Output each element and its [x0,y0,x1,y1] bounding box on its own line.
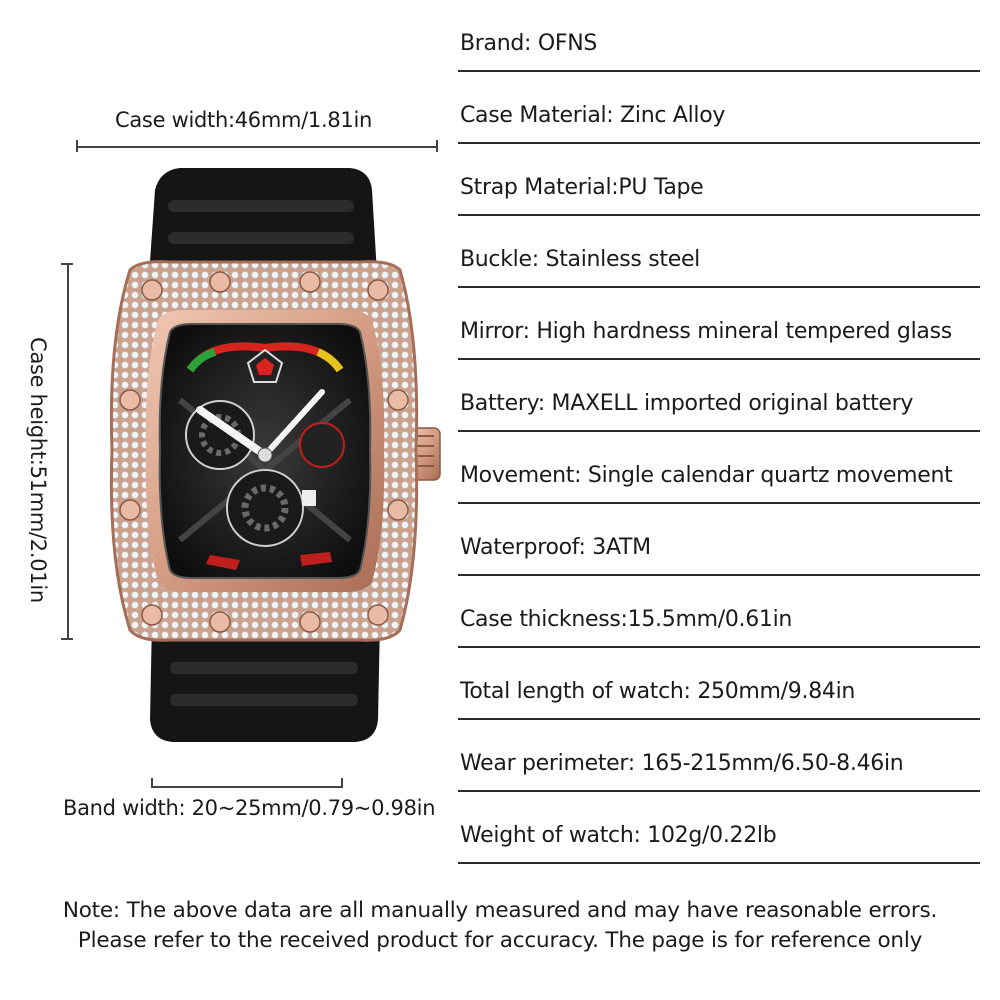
spec-text: Strap Material:PU Tape [460,175,704,200]
spec-text: Case Material: Zinc Alloy [460,103,726,128]
spec-row [458,72,980,144]
case-width-label: Case width:46mm/1.81in [115,108,373,132]
spec-text: Brand: OFNS [460,31,598,56]
spec-row [458,432,980,504]
spec-text: Wear perimeter: 165-215mm/6.50-8.46in [460,751,904,776]
spec-row [458,288,980,360]
band-width-tick-right [341,778,343,788]
spec-text: Waterproof: 3ATM [460,535,651,560]
spec-text: Mirror: High hardness mineral tempered glass [460,319,952,344]
note-line-1: Note: The above data are all manually measured and may have reasonable errors. [62,898,938,923]
spec-row [458,216,980,288]
band-width-tick-left [151,778,153,788]
band-width-label: Band width: 20~25mm/0.79~0.98in [63,796,436,820]
spec-row [458,648,980,720]
spec-text: Total length of watch: 250mm/9.84in [460,679,856,704]
spec-row [458,360,980,432]
case-height-label: Case height:51mm/2.01in [26,337,50,603]
spec-row [458,144,980,216]
band-width-line [151,786,343,788]
spec-row [458,576,980,648]
spec-text: Weight of watch: 102g/0.22lb [460,823,777,848]
case-width-tick-right [436,140,438,152]
note-line-2: Please refer to the received product for accuracy. The page is for reference only [77,928,923,953]
spec-text: Battery: MAXELL imported original battery [460,391,914,416]
spec-row [458,792,980,864]
spec-text: Movement: Single calendar quartz movement [460,463,953,488]
spec-row [458,504,980,576]
spec-row [458,720,980,792]
spec-text: Case thickness:15.5mm/0.61in [460,607,793,632]
case-width-tick-left [76,140,78,152]
spec-text: Buckle: Stainless steel [460,247,700,272]
case-width-line [76,146,438,148]
spec-row [458,0,980,72]
watch-image [60,160,450,750]
